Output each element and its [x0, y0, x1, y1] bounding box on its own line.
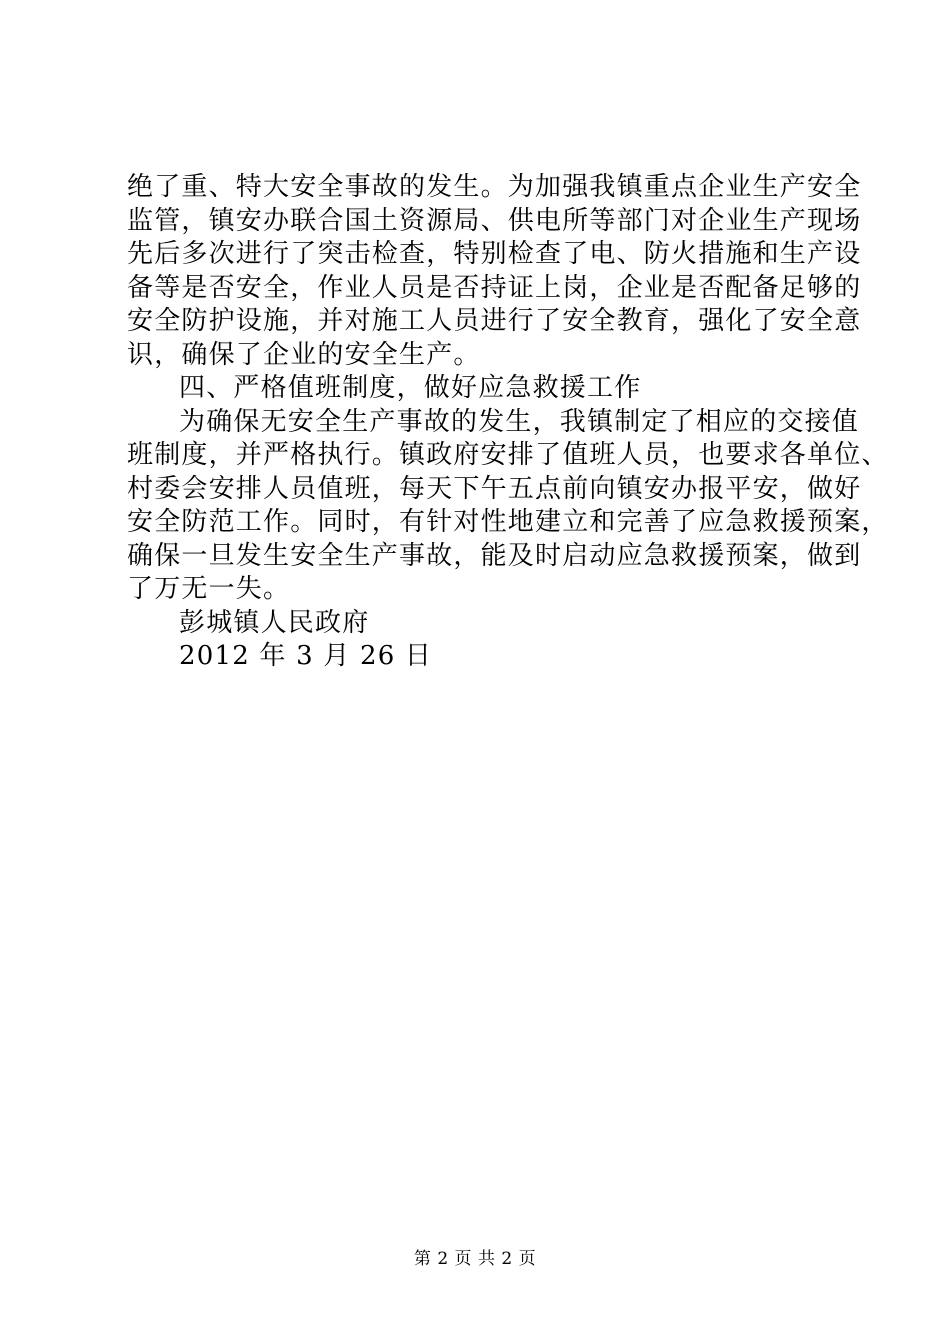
text-line: 班制度，并严格执行。镇政府安排了值班人员，也要求各单位、 [127, 440, 889, 470]
text-line: 村委会安排人员值班，每天下午五点前向镇安办报平安，做好 [127, 473, 862, 504]
text-line: 安全防范工作。同时，有针对性地建立和完善了应急救援预案， [127, 507, 889, 537]
text-line: 确保一旦发生安全生产事故，能及时启动应急救援预案，做到 [127, 540, 862, 571]
text-line: 识，确保了企业的安全生产。 [127, 339, 481, 370]
text-line: 为确保无安全生产事故的发生，我镇制定了相应的交接值 [179, 406, 860, 437]
signature-organization: 彭城镇人民政府 [179, 607, 370, 638]
section-heading: 四、严格值班制度，做好应急救援工作 [179, 373, 642, 403]
text-line: 了万无一失。 [127, 574, 291, 604]
signature-date: 2012 年 3 月 26 日 [179, 641, 433, 671]
document-body [127, 171, 889, 674]
text-line: 备等是否安全，作业人员是否持证上岗，企业是否配备足够的 [127, 272, 862, 303]
text-line: 安全防护设施，并对施工人员进行了安全教育，强化了安全意 [127, 306, 862, 336]
page-footer [0, 1244, 950, 1269]
text-line: 先后多次进行了突击检查，特别检查了电、防火措施和生产设 [127, 239, 862, 269]
text-line: 监管，镇安办联合国土资源局、供电所等部门对企业生产现场 [127, 205, 862, 236]
page-number-label: 第 2 页 共 2 页 [413, 1249, 537, 1269]
text-line: 绝了重、特大安全事故的发生。为加强我镇重点企业生产安全 [127, 172, 862, 202]
